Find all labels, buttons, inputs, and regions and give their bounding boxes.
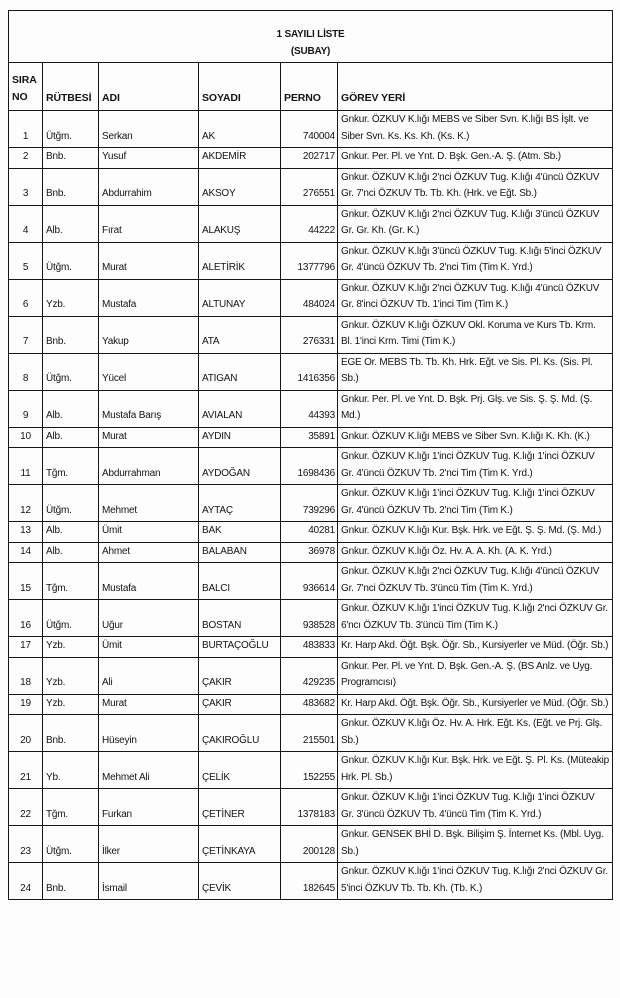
cell-sira-no: 18	[9, 657, 43, 694]
cell-adi: Ümit	[99, 637, 199, 658]
cell-perno: 1416356	[281, 353, 338, 390]
cell-gorev-yeri: Gnkur. ÖZKUV K.lığı MEBS ve Siber Svn. K.lığı K. Kh. (K.)	[338, 427, 613, 448]
cell-soyadi: AKSOY	[199, 168, 281, 205]
cell-sira-no: 8	[9, 353, 43, 390]
cell-adi: Yücel	[99, 353, 199, 390]
cell-gorev-yeri: Gnkur. ÖZKUV K.lığı ÖZKUV Okl. Koruma ve Kurs Tb. Krm. Bl. 1'inci Krm. Timi (Tim K.)	[338, 316, 613, 353]
personnel-list-table	[8, 10, 613, 900]
table-row	[9, 600, 613, 637]
cell-perno: 276551	[281, 168, 338, 205]
cell-adi: İlker	[99, 826, 199, 863]
cell-perno: 1378183	[281, 789, 338, 826]
table-row	[9, 353, 613, 390]
title-line-2: (SUBAY)	[290, 45, 331, 57]
title-line-1: 1 SAYILI LİSTE	[276, 29, 345, 40]
cell-perno: 36978	[281, 542, 338, 563]
cell-rutbesi: Yzb.	[43, 279, 99, 316]
cell-adi: Abdurrahman	[99, 448, 199, 485]
cell-adi: İsmail	[99, 863, 199, 900]
cell-sira-no: 23	[9, 826, 43, 863]
cell-adi: Furkan	[99, 789, 199, 826]
cell-rutbesi: Yzb.	[43, 657, 99, 694]
cell-soyadi: ÇAKIROĞLU	[199, 715, 281, 752]
cell-gorev-yeri: Gnkur. ÖZKUV K.lığı 1'inci ÖZKUV Tug. K.lığı 1'inci ÖZKUV Gr. 4'üncü ÖZKUV Tb. 2'nci Tim (Tim K.)	[338, 485, 613, 522]
cell-rutbesi: Yzb.	[43, 694, 99, 715]
cell-rutbesi: Ütğm.	[43, 111, 99, 148]
cell-adi: Abdurrahim	[99, 168, 199, 205]
table-row	[9, 715, 613, 752]
cell-rutbesi: Bnb.	[43, 863, 99, 900]
cell-soyadi: ATIGAN	[199, 353, 281, 390]
cell-rutbesi: Alb.	[43, 542, 99, 563]
cell-adi: Ali	[99, 657, 199, 694]
table-row	[9, 485, 613, 522]
cell-soyadi: ÇAKIR	[199, 694, 281, 715]
document-title	[9, 11, 613, 63]
cell-rutbesi: Alb.	[43, 522, 99, 543]
cell-perno: 1377796	[281, 242, 338, 279]
cell-gorev-yeri: Gnkur. ÖZKUV K.lığı 1'inci ÖZKUV Tug. K.lığı 1'inci ÖZKUV Gr. 3'üncü ÖZKUV Tb. 4'üncü Tim (Tim K. Yrd.)	[338, 789, 613, 826]
cell-sira-no: 7	[9, 316, 43, 353]
cell-adi: Ümit	[99, 522, 199, 543]
cell-adi: Mustafa Barış	[99, 390, 199, 427]
cell-soyadi: ÇAKIR	[199, 657, 281, 694]
cell-perno: 40281	[281, 522, 338, 543]
cell-sira-no: 12	[9, 485, 43, 522]
cell-adi: Hüseyin	[99, 715, 199, 752]
table-row	[9, 279, 613, 316]
cell-sira-no: 20	[9, 715, 43, 752]
cell-adi: Fırat	[99, 205, 199, 242]
cell-rutbesi: Bnb.	[43, 148, 99, 169]
cell-gorev-yeri: Gnkur. ÖZKUV K.lığı 2'nci ÖZKUV Tug. K.lığı 3'üncü ÖZKUV Gr. Gr. Kh. (Gr. K.)	[338, 205, 613, 242]
table-row	[9, 316, 613, 353]
cell-gorev-yeri: Gnkur. ÖZKUV K.lığı 1'inci ÖZKUV Tug. K.lığı 1'inci ÖZKUV Gr. 4'üncü ÖZKUV Tb. 2'nci Tim (Tim K. Yrd.)	[338, 448, 613, 485]
cell-rutbesi: Bnb.	[43, 168, 99, 205]
column-header-rutbesi: RÜTBESİ	[43, 63, 99, 111]
column-header-row	[9, 63, 613, 111]
cell-gorev-yeri: Kr. Harp Akd. Öğt. Bşk. Öğr. Sb., Kursiyerler ve Müd. (Öğr. Sb.)	[338, 637, 613, 658]
cell-gorev-yeri: Gnkur. GENSEK BHİ D. Bşk. Bilişim Ş. İnternet Ks. (Mbl. Uyg. Sb.)	[338, 826, 613, 863]
cell-adi: Mustafa	[99, 279, 199, 316]
cell-gorev-yeri: Gnkur. ÖZKUV K.lığı 1'inci ÖZKUV Tug. K.lığı 2'nci ÖZKUV Gr. 5'inci ÖZKUV Tb. Tb. Kh. (Tb. K.)	[338, 863, 613, 900]
cell-perno: 200128	[281, 826, 338, 863]
cell-sira-no: 5	[9, 242, 43, 279]
cell-perno: 483682	[281, 694, 338, 715]
cell-rutbesi: Tğm.	[43, 563, 99, 600]
cell-soyadi: BALABAN	[199, 542, 281, 563]
cell-sira-no: 10	[9, 427, 43, 448]
cell-gorev-yeri: Kr. Harp Akd. Öğt. Bşk. Öğr. Sb., Kursiyerler ve Müd. (Öğr. Sb.)	[338, 694, 613, 715]
cell-soyadi: ÇEVİK	[199, 863, 281, 900]
cell-gorev-yeri: Gnkur. ÖZKUV K.lığı 2'nci ÖZKUV Tug. K.lığı 4'üncü ÖZKUV Gr. 8'inci ÖZKUV Tb. 1'inci Tim (Tim K.)	[338, 279, 613, 316]
cell-soyadi: BURTAÇOĞLU	[199, 637, 281, 658]
cell-adi: Murat	[99, 694, 199, 715]
cell-gorev-yeri: Gnkur. ÖZKUV K.lığı MEBS ve Siber Svn. K.lığı BS İşlt. ve Siber Svn. Ks. Ks. Kh. (Ks. K.)	[338, 111, 613, 148]
cell-perno: 202717	[281, 148, 338, 169]
cell-gorev-yeri: Gnkur. ÖZKUV K.lığı Öz. Hv. A. A. Kh. (A. K. Yrd.)	[338, 542, 613, 563]
cell-perno: 35891	[281, 427, 338, 448]
cell-soyadi: ALTUNAY	[199, 279, 281, 316]
cell-soyadi: BAK	[199, 522, 281, 543]
cell-rutbesi: Ütğm.	[43, 826, 99, 863]
cell-soyadi: ÇELİK	[199, 752, 281, 789]
cell-sira-no: 6	[9, 279, 43, 316]
table-row	[9, 863, 613, 900]
cell-perno: 429235	[281, 657, 338, 694]
cell-gorev-yeri: Gnkur. Per. Pl. ve Ynt. D. Bşk. Prj. Glş. ve Sis. Ş. Ş. Md. (Ş. Md.)	[338, 390, 613, 427]
cell-adi: Ahmet	[99, 542, 199, 563]
cell-gorev-yeri: Gnkur. ÖZKUV K.lığı 2'nci ÖZKUV Tug. K.lığı 4'üncü ÖZKUV Gr. 7'nci ÖZKUV Tb. 3'üncü Tim (Tim K. Yrd.)	[338, 563, 613, 600]
table-row	[9, 542, 613, 563]
cell-adi: Uğur	[99, 600, 199, 637]
cell-rutbesi: Ütğm.	[43, 242, 99, 279]
table-row	[9, 111, 613, 148]
table-row	[9, 563, 613, 600]
column-header-gorev-yeri: GÖREV YERİ	[338, 63, 613, 111]
cell-adi: Mehmet	[99, 485, 199, 522]
cell-rutbesi: Ütğm.	[43, 353, 99, 390]
column-header-soyadi: SOYADI	[199, 63, 281, 111]
cell-soyadi: AYDOĞAN	[199, 448, 281, 485]
table-row	[9, 826, 613, 863]
cell-sira-no: 17	[9, 637, 43, 658]
cell-soyadi: AKDEMİR	[199, 148, 281, 169]
cell-perno: 215501	[281, 715, 338, 752]
cell-sira-no: 2	[9, 148, 43, 169]
column-header-sira-no: SIRA NO	[9, 63, 43, 111]
cell-soyadi: AVIALAN	[199, 390, 281, 427]
table-row	[9, 752, 613, 789]
cell-rutbesi: Ütğm.	[43, 485, 99, 522]
table-row	[9, 694, 613, 715]
cell-soyadi: ALAKUŞ	[199, 205, 281, 242]
cell-perno: 739296	[281, 485, 338, 522]
cell-soyadi: AYTAÇ	[199, 485, 281, 522]
cell-gorev-yeri: Gnkur. ÖZKUV K.lığı 1'inci ÖZKUV Tug. K.lığı 2'nci ÖZKUV Gr. 6'ncı ÖZKUV Tb. 3'üncü Tim (Tim K.)	[338, 600, 613, 637]
table-row	[9, 637, 613, 658]
cell-adi: Murat	[99, 242, 199, 279]
cell-perno: 483833	[281, 637, 338, 658]
cell-rutbesi: Yzb.	[43, 637, 99, 658]
cell-sira-no: 15	[9, 563, 43, 600]
table-row	[9, 242, 613, 279]
cell-sira-no: 3	[9, 168, 43, 205]
table-row	[9, 448, 613, 485]
cell-gorev-yeri: Gnkur. ÖZKUV K.lığı 3'üncü ÖZKUV Tug. K.lığı 5'inci ÖZKUV Gr. 4'üncü ÖZKUV Tb. 2'nci Tim (Tim K. Yrd.)	[338, 242, 613, 279]
table-row	[9, 168, 613, 205]
cell-perno: 740004	[281, 111, 338, 148]
cell-adi: Serkan	[99, 111, 199, 148]
cell-rutbesi: Alb.	[43, 205, 99, 242]
table-row	[9, 390, 613, 427]
cell-perno: 182645	[281, 863, 338, 900]
cell-sira-no: 22	[9, 789, 43, 826]
cell-sira-no: 19	[9, 694, 43, 715]
table-row	[9, 522, 613, 543]
cell-adi: Mustafa	[99, 563, 199, 600]
cell-soyadi: ÇETİNKAYA	[199, 826, 281, 863]
cell-soyadi: ÇETİNER	[199, 789, 281, 826]
cell-gorev-yeri: EGE Or. MEBS Tb. Tb. Kh. Hrk. Eğt. ve Sis. Pl. Ks. (Sis. Pl. Sb.)	[338, 353, 613, 390]
cell-rutbesi: Bnb.	[43, 715, 99, 752]
cell-perno: 44393	[281, 390, 338, 427]
cell-sira-no: 21	[9, 752, 43, 789]
table-row	[9, 657, 613, 694]
cell-soyadi: ALETİRİK	[199, 242, 281, 279]
cell-rutbesi: Alb.	[43, 390, 99, 427]
cell-rutbesi: Ütğm.	[43, 600, 99, 637]
cell-gorev-yeri: Gnkur. ÖZKUV K.lığı 2'nci ÖZKUV Tug. K.lığı 4'üncü ÖZKUV Gr. 7'nci ÖZKUV Tb. Tb. Kh. (Hrk. ve Eğt. Sb.)	[338, 168, 613, 205]
cell-sira-no: 1	[9, 111, 43, 148]
column-header-perno: PERNO	[281, 63, 338, 111]
cell-rutbesi: Bnb.	[43, 316, 99, 353]
cell-adi: Murat	[99, 427, 199, 448]
cell-rutbesi: Alb.	[43, 427, 99, 448]
cell-perno: 938528	[281, 600, 338, 637]
cell-adi: Yakup	[99, 316, 199, 353]
table-row	[9, 148, 613, 169]
cell-soyadi: ATA	[199, 316, 281, 353]
cell-gorev-yeri: Gnkur. ÖZKUV K.lığı Kur. Bşk. Hrk. ve Eğt. Ş. Ş. Md. (Ş. Md.)	[338, 522, 613, 543]
cell-sira-no: 13	[9, 522, 43, 543]
cell-adi: Yusuf	[99, 148, 199, 169]
cell-perno: 936614	[281, 563, 338, 600]
cell-sira-no: 14	[9, 542, 43, 563]
cell-soyadi: BOSTAN	[199, 600, 281, 637]
column-header-adi: ADI	[99, 63, 199, 111]
cell-perno: 44222	[281, 205, 338, 242]
cell-rutbesi: Yb.	[43, 752, 99, 789]
cell-perno: 1698436	[281, 448, 338, 485]
cell-soyadi: AK	[199, 111, 281, 148]
title-row	[9, 11, 613, 63]
table-row	[9, 205, 613, 242]
cell-adi: Mehmet Ali	[99, 752, 199, 789]
cell-gorev-yeri: Gnkur. Per. Pl. ve Ynt. D. Bşk. Gen.-A. Ş. (Atm. Sb.)	[338, 148, 613, 169]
cell-gorev-yeri: Gnkur. Per. Pl. ve Ynt. D. Bşk. Gen.-A. Ş. (BS Anlz. ve Uyg. Programcısı)	[338, 657, 613, 694]
cell-sira-no: 4	[9, 205, 43, 242]
cell-sira-no: 24	[9, 863, 43, 900]
cell-rutbesi: Tğm.	[43, 789, 99, 826]
cell-sira-no: 11	[9, 448, 43, 485]
cell-perno: 152255	[281, 752, 338, 789]
table-row	[9, 789, 613, 826]
table-row	[9, 427, 613, 448]
cell-gorev-yeri: Gnkur. ÖZKUV K.lığı Öz. Hv. A. Hrk. Eğt. Ks. (Eğt. ve Prj. Glş. Sb.)	[338, 715, 613, 752]
cell-perno: 276331	[281, 316, 338, 353]
cell-sira-no: 9	[9, 390, 43, 427]
cell-soyadi: AYDIN	[199, 427, 281, 448]
cell-perno: 484024	[281, 279, 338, 316]
cell-rutbesi: Tğm.	[43, 448, 99, 485]
cell-sira-no: 16	[9, 600, 43, 637]
cell-gorev-yeri: Gnkur. ÖZKUV K.lığı Kur. Bşk. Hrk. ve Eğt. Ş. Pl. Ks. (Müteakip Hrk. Pl. Sb.)	[338, 752, 613, 789]
cell-soyadi: BALCI	[199, 563, 281, 600]
